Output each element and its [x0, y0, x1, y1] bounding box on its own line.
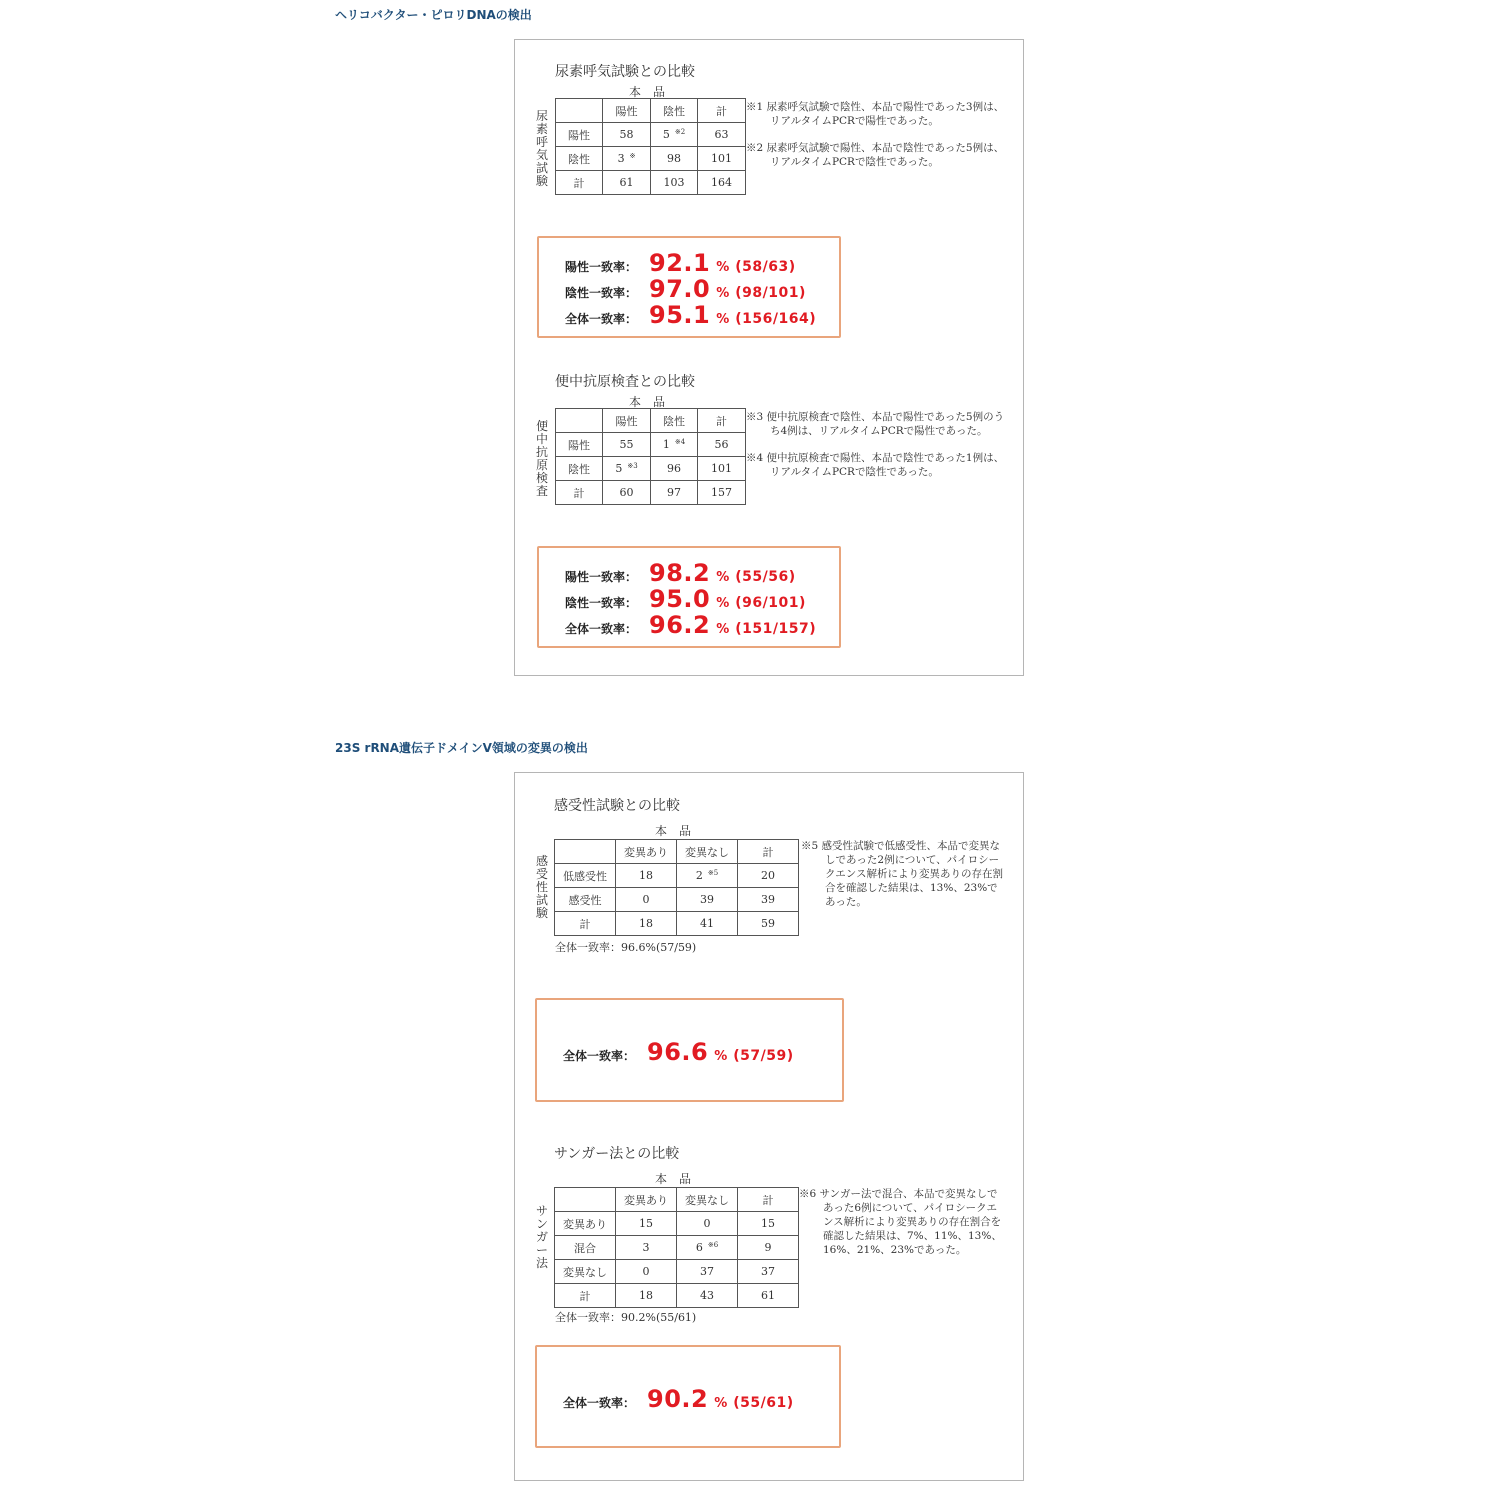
footnote: ※2 尿素呼気試験で陽性、本品で陰性であった5例は、リアルタイムPCRで陰性であった。	[746, 142, 1005, 168]
section-title-hp-dna: ヘリコバクター・ピロリDNAの検出	[335, 8, 532, 22]
table-cell-value: 1	[662, 438, 670, 451]
row-axis-label: 感受性試験	[535, 854, 548, 920]
footnotes	[746, 100, 1006, 182]
row-axis-label: 尿素呼気試験	[535, 109, 548, 188]
table-cell-value: 15	[761, 1217, 775, 1230]
agreement-rate-fraction: (96/101)	[735, 595, 806, 611]
agreement-rate-fraction: (151/157)	[735, 621, 817, 637]
table-cell-value: 9	[764, 1241, 772, 1254]
contingency-table	[555, 408, 746, 505]
agreement-rate-value: 96.6	[647, 1038, 709, 1066]
agreement-rate-label: 陰性一致率：	[565, 596, 638, 610]
table-cell	[677, 864, 738, 888]
contingency-table	[554, 1187, 799, 1308]
table-cell-value: 陰性	[568, 462, 590, 476]
agreement-rate-label: 全体一致率：	[563, 1049, 636, 1063]
footnote: ※5 感受性試験で低感受性、本品で変異なしであった2例について、パイロシークエンス解析により変異ありの存在割合を確認した結果は、13%、23%であった。	[801, 840, 1003, 908]
table-row	[556, 123, 746, 147]
table-cell	[603, 481, 651, 505]
footnote: ※3 便中抗原検査で陰性、本品で陽性であった5例のうち4例は、リアルタイムPCRで陽性であった。	[746, 411, 1005, 437]
table-cell-value: 41	[700, 917, 714, 930]
table-row	[555, 1284, 799, 1308]
table-row	[555, 912, 799, 936]
table-cell-value: 37	[700, 1265, 714, 1278]
overall-agreement-text: 全体一致率：96.6%(57/59)	[555, 941, 697, 954]
footnote: ※1 尿素呼気試験で陰性、本品で陽性であった3例は、リアルタイムPCRで陽性であった。	[746, 101, 1005, 127]
agreement-rate-label: 陽性一致率：	[565, 260, 638, 274]
percent-unit: %	[716, 260, 730, 275]
table-cell-value: 感受性	[568, 893, 602, 907]
table-cell-value: 陽性	[568, 128, 590, 142]
agreement-rate-row	[565, 275, 806, 301]
table-header-cell: 陰性	[651, 409, 698, 433]
table-corner-cell	[555, 840, 616, 864]
table-cell	[651, 147, 698, 171]
table-cell-value: 陰性	[568, 152, 590, 166]
agreement-rate-value: 90.2	[647, 1385, 709, 1413]
table-cell	[698, 147, 746, 171]
figure-panel-23s-rrna	[514, 772, 1024, 1481]
table-cell	[616, 912, 677, 936]
percent-unit: %	[716, 596, 730, 611]
table-cell	[616, 1260, 677, 1284]
table-cell-value: 3	[642, 1241, 650, 1254]
table-header-cell: 計	[698, 409, 746, 433]
table-row	[555, 1260, 799, 1284]
table-cell-value: 変異なし	[563, 1265, 607, 1279]
table-header-cell: 変異なし	[677, 1188, 738, 1212]
table-cell	[677, 888, 738, 912]
table-cell	[603, 457, 651, 481]
table-cell	[738, 912, 799, 936]
agreement-rate-label: 全体一致率：	[565, 622, 638, 636]
table-cell-value: 56	[714, 438, 729, 451]
agreement-rate-value: 92.1	[649, 249, 711, 277]
percent-unit: %	[714, 1049, 728, 1064]
table-cell	[651, 457, 698, 481]
agreement-rate-value: 97.0	[649, 275, 711, 303]
percent-unit: %	[714, 1396, 728, 1411]
agreement-rate-fraction: (98/101)	[735, 285, 806, 301]
table-cell	[677, 1212, 738, 1236]
footnote: ※4 便中抗原検査で陽性、本品で陰性であった1例は、リアルタイムPCRで陰性であった。	[746, 452, 1005, 478]
table-row-label	[556, 171, 603, 195]
agreement-result-box	[535, 998, 844, 1102]
figure-panel-hp-dna	[514, 39, 1024, 676]
agreement-rate-fraction: (55/61)	[733, 1395, 794, 1411]
footnote-marker: ※5	[707, 869, 719, 877]
column-axis-label: 本 品	[629, 395, 666, 409]
agreement-rate-row	[565, 611, 816, 637]
table-cell-value: 63	[714, 128, 729, 141]
agreement-rate-label: 陽性一致率：	[565, 570, 638, 584]
block-title: 感受性試験との比較	[554, 798, 680, 814]
agreement-rate-row	[565, 585, 806, 611]
agreement-rate-fraction: (57/59)	[733, 1048, 794, 1064]
table-cell	[698, 481, 746, 505]
agreement-rate-value: 95.0	[649, 585, 711, 613]
column-axis-label: 本 品	[655, 824, 692, 838]
table-cell-value: 164	[711, 176, 732, 189]
table-cell-value: 96	[667, 462, 681, 475]
column-axis-label: 本 品	[629, 85, 666, 99]
table-header-cell: 陽性	[603, 409, 651, 433]
table-cell-value: 43	[700, 1289, 714, 1302]
table-cell	[738, 888, 799, 912]
table-cell-value: 3	[617, 152, 625, 165]
table-cell	[738, 1236, 799, 1260]
block-title: 便中抗原検査との比較	[555, 374, 695, 390]
table-cell	[616, 1212, 677, 1236]
table-cell-value: 0	[703, 1217, 711, 1230]
table-cell-value: 37	[761, 1265, 775, 1278]
table-cell-value: 58	[619, 128, 634, 141]
table-row-label	[556, 433, 603, 457]
row-axis-label: 便中抗原検査	[535, 419, 548, 498]
table-cell	[738, 1284, 799, 1308]
table-header-row	[555, 1188, 799, 1212]
table-cell-value: 計	[579, 1289, 591, 1303]
contingency-table	[555, 98, 746, 195]
agreement-rate-row	[565, 559, 796, 585]
table-row	[555, 1212, 799, 1236]
table-row-label	[555, 1260, 616, 1284]
table-cell-value: 0	[642, 893, 650, 906]
table-cell	[677, 1260, 738, 1284]
footnotes	[746, 410, 1006, 492]
table-row	[556, 433, 746, 457]
table-cell	[698, 457, 746, 481]
table-cell-value: 157	[711, 486, 732, 499]
agreement-rate-row	[563, 1385, 794, 1411]
agreement-result-box	[537, 236, 841, 338]
footnote-marker: ※4	[674, 438, 686, 446]
agreement-rate-label: 陰性一致率：	[565, 286, 638, 300]
footnote-marker: ※6	[707, 1241, 719, 1249]
table-cell	[603, 433, 651, 457]
table-cell-value: 15	[639, 1217, 653, 1230]
table-row	[555, 864, 799, 888]
agreement-rate-value: 95.1	[649, 301, 711, 329]
table-cell	[616, 864, 677, 888]
table-header-cell: 計	[698, 99, 746, 123]
percent-unit: %	[716, 570, 730, 585]
table-row-label	[556, 481, 603, 505]
table-header-cell: 変異なし	[677, 840, 738, 864]
agreement-rate-row	[565, 249, 796, 275]
agreement-rate-value: 96.2	[649, 611, 711, 639]
table-cell-value: 97	[667, 486, 681, 499]
table-header-row	[556, 99, 746, 123]
footnote-marker: ※3	[627, 462, 638, 470]
agreement-rate-value: 98.2	[649, 559, 711, 587]
table-corner-cell	[556, 99, 603, 123]
table-cell-value: 5	[615, 462, 623, 475]
table-row-label	[555, 1284, 616, 1308]
table-row-label	[555, 888, 616, 912]
percent-unit: %	[716, 312, 730, 327]
table-cell-value: 計	[579, 917, 591, 931]
table-cell-value: 59	[761, 917, 775, 930]
footnotes	[799, 1187, 1007, 1270]
table-cell-value: 103	[663, 176, 685, 189]
agreement-rate-label: 全体一致率：	[563, 1396, 636, 1410]
table-cell	[677, 912, 738, 936]
agreement-rate-fraction: (55/56)	[735, 569, 796, 585]
table-header-cell: 変異あり	[616, 1188, 677, 1212]
table-row-label	[555, 864, 616, 888]
table-row-label	[555, 1236, 616, 1260]
column-axis-label: 本 品	[655, 1172, 692, 1186]
table-cell-value: 18	[639, 869, 653, 882]
table-cell-value: 39	[761, 893, 775, 906]
table-header-cell: 陽性	[603, 99, 651, 123]
table-header-cell: 計	[738, 1188, 799, 1212]
percent-unit: %	[716, 622, 730, 637]
section-title-23s-rrna: 23S rRNA遺伝子ドメインV領域の変異の検出	[335, 741, 588, 755]
table-cell	[698, 123, 746, 147]
table-cell-value: 18	[639, 917, 653, 930]
agreement-rate-fraction: (156/164)	[735, 311, 817, 327]
table-row-label	[556, 123, 603, 147]
table-cell-value: 61	[619, 176, 634, 189]
table-cell-value: 混合	[574, 1241, 596, 1255]
table-cell	[738, 1260, 799, 1284]
table-header-row	[556, 409, 746, 433]
table-cell-value: 101	[711, 462, 732, 475]
table-cell	[603, 147, 651, 171]
table-cell-value: 6	[695, 1241, 703, 1254]
table-cell	[651, 481, 698, 505]
table-cell-value: 計	[573, 176, 585, 190]
table-row	[555, 888, 799, 912]
block-title: 尿素呼気試験との比較	[555, 64, 695, 80]
table-cell	[738, 1212, 799, 1236]
table-row-label	[556, 147, 603, 171]
percent-unit: %	[716, 286, 730, 301]
table-cell-value: 低感受性	[563, 869, 607, 883]
table-cell	[616, 1236, 677, 1260]
footnote-marker: ※	[629, 152, 636, 160]
table-cell-value: 55	[619, 438, 634, 451]
table-cell	[651, 171, 698, 195]
table-cell-value: 60	[619, 486, 634, 499]
agreement-rate-label: 全体一致率：	[565, 312, 638, 326]
table-corner-cell	[556, 409, 603, 433]
table-row-label	[555, 1212, 616, 1236]
table-cell	[616, 1284, 677, 1308]
table-cell-value: 0	[642, 1265, 650, 1278]
agreement-rate-fraction: (58/63)	[735, 259, 796, 275]
contingency-table	[554, 839, 799, 936]
table-cell-value: 5	[662, 128, 670, 141]
table-header-cell: 計	[738, 840, 799, 864]
table-row	[556, 171, 746, 195]
agreement-rate-row	[563, 1038, 794, 1064]
table-row	[556, 147, 746, 171]
table-header-cell: 変異あり	[616, 840, 677, 864]
agreement-result-box	[535, 1345, 841, 1448]
table-cell-value: 98	[667, 152, 681, 165]
table-header-cell: 陰性	[651, 99, 698, 123]
table-cell	[603, 123, 651, 147]
table-cell-value: 陽性	[568, 438, 590, 452]
table-cell	[651, 123, 698, 147]
table-cell-value: 2	[695, 869, 703, 882]
table-cell	[651, 433, 698, 457]
table-cell-value: 39	[700, 893, 714, 906]
table-row-label	[555, 912, 616, 936]
table-cell	[698, 171, 746, 195]
table-cell	[698, 433, 746, 457]
table-row-label	[556, 457, 603, 481]
table-cell-value: 計	[573, 486, 585, 500]
table-cell-value: 61	[761, 1289, 775, 1302]
table-row	[555, 1236, 799, 1260]
table-row	[556, 457, 746, 481]
table-cell-value: 18	[639, 1289, 653, 1302]
footnotes	[801, 839, 1007, 922]
table-cell	[677, 1284, 738, 1308]
table-cell	[677, 1236, 738, 1260]
table-cell	[616, 888, 677, 912]
agreement-rate-row	[565, 301, 816, 327]
block-title: サンガー法との比較	[554, 1146, 680, 1162]
agreement-result-box	[537, 546, 841, 648]
table-row	[556, 481, 746, 505]
row-axis-label: サンガー法	[535, 1204, 548, 1270]
table-cell-value: 20	[761, 869, 775, 882]
table-cell	[738, 864, 799, 888]
footnote: ※6 サンガー法で混合、本品で変異なしであった6例について、パイロシークエンス解析により変異ありの存在割合を確認した結果は、7%、11%、13%、16%、21%、23%であった。	[799, 1188, 1002, 1256]
table-corner-cell	[555, 1188, 616, 1212]
table-cell-value: 変異あり	[563, 1217, 607, 1231]
table-cell	[603, 171, 651, 195]
table-header-row	[555, 840, 799, 864]
footnote-marker: ※2	[674, 128, 686, 136]
overall-agreement-text: 全体一致率：90.2%(55/61)	[555, 1311, 697, 1324]
table-cell-value: 101	[711, 152, 732, 165]
